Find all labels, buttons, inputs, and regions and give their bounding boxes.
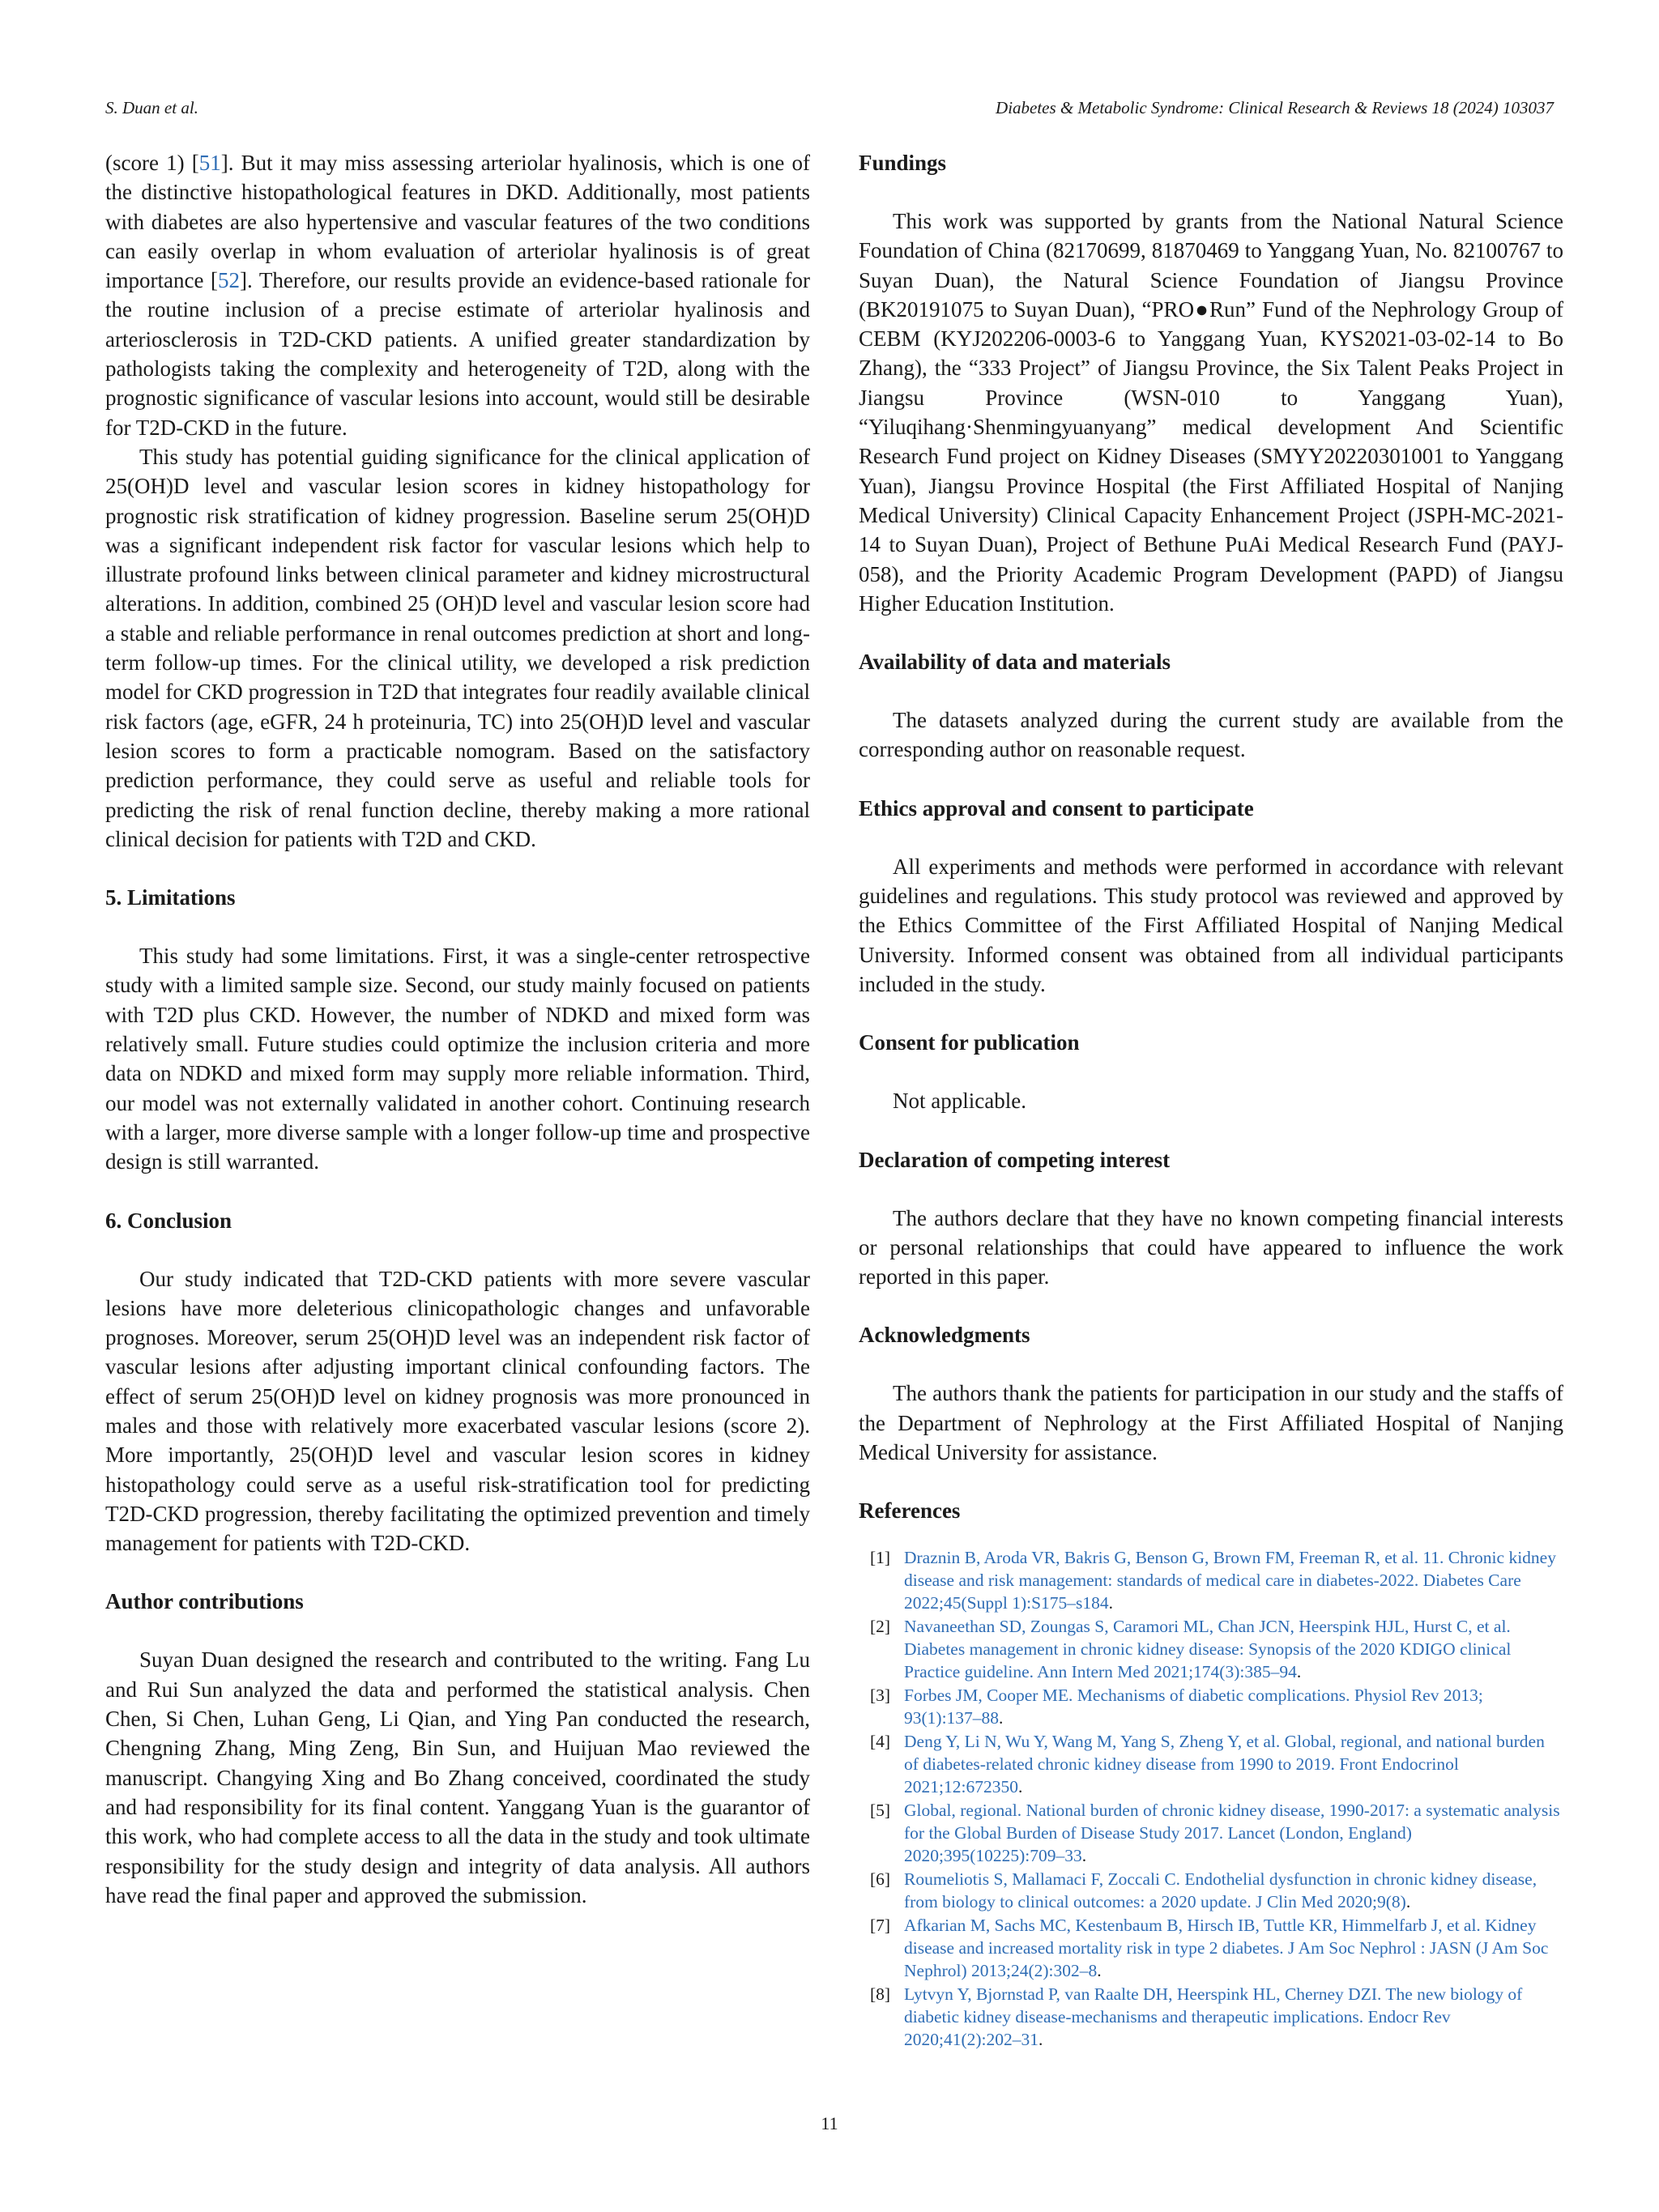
data-availability-paragraph: The datasets analyzed during the current study are available from the corresponding author on reasonable request. xyxy=(859,708,1563,762)
author-contributions-paragraph: Suyan Duan designed the research and contributed to the writing. Fang Lu and Rui Sun analyzed the data and performed the statistical analysis. Chen Chen, Si Chen, Luhan Geng, Li Qian, and Ying Pan conducted the research, Chengning Zhang, Ming Zeng, Bin Sun, and Huijuan Mao reviewed the manuscript. Changying Xing and Bo Zhang conceived, coordinated the study and had responsibility for its final content. Yanggang Yuan is the guarantor of this work, who had complete access to all the data in the study and took ultimate responsibility for the study design and integrity of data analysis. All authors have read the final paper and approved the submission. xyxy=(105,1647,810,1907)
heading-ethics: Ethics approval and consent to participate xyxy=(859,795,1254,820)
limitations-paragraph: This study had some limitations. First, it was a single-center retrospective study with a limited sample size. Second, our study mainly focused on patients with T2D plus CKD. However, the number of NDKD and mixed form was relatively small. Future studies could optimize the inclusion criteria and more data on NDKD and mixed form may supply more reliable information. Third, our model was not externally validated in another cohort. Continuing research with a larger, more diverse sample with a longer follow-up time and prospective design is still warranted. xyxy=(105,944,810,1174)
heading-conclusion: 6. Conclusion xyxy=(105,1208,232,1233)
discussion-paragraph-2: This study has potential guiding significance for the clinical application of 25(OH)D level and vascular lesion scores in kidney histopathology for prognostic risk stratification of kidney progression. Baseline serum 25(OH)D was a significant independent risk factor for vascular lesions which help to illustrate profound links between clinical parameter and kidney microstructural alterations. In addition, combined 25 (OH)D level and vascular lesion score had a stable and reliable performance in renal outcomes prediction at short and long-term follow-up times. For the clinical utility, we developed a risk prediction model for CKD progression in T2D that integrates four readily available clinical risk factors (age, eGFR, 24 h proteinuria, TC) into 25(OH)D level and vascular lesion scores to form a practicable nomogram. Based on the satisfactory prediction performance, they could serve as useful and reliable tools for predicting the risk of renal function decline, thereby making a more rational clinical decision for patients with T2D and CKD. xyxy=(105,444,810,851)
running-header xyxy=(105,98,1554,122)
reference-item: [2] Navaneethan SD, Zoungas S, Caramori ML, Chan JCN, Heerspink HJL, Hurst C, et al. Diabetes management in chronic kidney disease: Synopsis of the 2020 KDIGO clinical Practice guideline. Ann Intern Med 2021;174(3):385–94. xyxy=(870,1617,1512,1682)
reference-list xyxy=(859,1546,1563,2051)
ethics-paragraph: All experiments and methods were performed in accordance with relevant guidelines and regulations. This study protocol was reviewed and approved by the Ethics Committee of the First Affiliated Hospital of Nanjing Medical University. Informed consent was obtained from all individual participants included in the study. xyxy=(859,854,1563,996)
heading-data-availability: Availability of data and materials xyxy=(859,650,1171,675)
heading-limitations: 5. Limitations xyxy=(105,885,236,910)
heading-acknowledgments: Acknowledgments xyxy=(859,1323,1030,1348)
header-journal: Diabetes & Metabolic Syndrome: Clinical Research & Reviews 18 (2024) 103037 xyxy=(996,98,1554,117)
discussion-paragraph-1: (score 1) [51]. But it may miss assessing arteriolar hyalinosis, which is one of the distinctive histopathological features in DKD. Additionally, most patients with diabetes are also hypertensive and vascular features of the two conditions can easily overlap in whom evaluation of arteriolar hyalinosis is of great importance [52]. Therefore, our results provide an evidence-based rationale for the routine inclusion of a precise estimate of arteriolar hyalinosis and arteriosclerosis in T2D-CKD patients. A unified greater standardization by pathologists taking the complexity and heterogeneity of T2D, along with the prognostic significance of vascular lesions into account, would still be desirable for T2D-CKD in the future. xyxy=(105,151,810,440)
fundings-paragraph: This work was supported by grants from the National Natural Science Foundation of China (82170699, 81870469 to Yanggang Yuan, No. 82100767 to Suyan Duan), the Natural Science Foundation of Jiangsu Province (BK20191075 to Suyan Duan), “PRO●Run” Fund of the Nephrology Group of CEBM (KYJ202206-0003-6 to Yanggang Yuan, KYS2021-03-02-14 to Bo Zhang), the “333 Project” of Jiangsu Province, the Six Talent Peaks Project in Jiangsu Province (WSN-010 to Yanggang Yuan), “Yiluqihang·Shenmingyuanyang” medical development And Scientific Research Fund project on Kidney Diseases (SMYY20220301001 to Yanggang Yuan), Jiangsu Province Hospital (the First Affiliated Hospital of Nanjing Medical University) Clinical Capacity Enhancement Project (JSPH-MC-2021-14 to Suyan Duan), Project of Bethune PuAi Medical Research Fund (PAYJ-058), and the Priority Academic Program Development (PAPD) of Jiangsu Higher Education Institution. xyxy=(859,209,1563,616)
reference-link[interactable]: Afkarian M, Sachs MC, Kestenbaum B, Hirsch IB, Tuttle KR, Himmelfarb J, et al. Kidney disease and increased mortality risk in type 2 diabetes. J Am Soc Nephrol : JASN (J Am Soc Nephrol) 2013;24(2):302–8 xyxy=(904,1916,1549,1981)
competing-interest-paragraph: The authors declare that they have no known competing financial interests or personal relationships that could have appeared to influence the work reported in this paper. xyxy=(859,1205,1563,1289)
citation-51[interactable]: 51 xyxy=(198,151,221,175)
reference-item: [8] Lytvyn Y, Bjornstad P, van Raalte DH, Heerspink HL, Cherney DZI. The new biology of diabetic kidney disease-mechanisms and therapeutic implications. Endocr Rev 2020;41(2):202–31. xyxy=(870,1984,1523,2050)
heading-consent: Consent for publication xyxy=(859,1030,1080,1055)
page-number: 11 xyxy=(821,2113,838,2133)
heading-fundings: Fundings xyxy=(859,151,947,175)
citation-52[interactable]: 52 xyxy=(218,268,241,293)
heading-references: References xyxy=(859,1498,961,1524)
consent-paragraph: Not applicable. xyxy=(893,1089,1026,1114)
reference-item: [3] Forbes JM, Cooper ME. Mechanisms of diabetic complications. Physiol Rev 2013; 93(1):137–88. xyxy=(870,1686,1483,1728)
reference-link[interactable]: Lytvyn Y, Bjornstad P, van Raalte DH, Heerspink HL, Cherney DZI. The new biology of diabetic kidney disease-mechanisms and therapeutic implications. Endocr Rev 2020;41(2):202–31 xyxy=(904,1984,1523,2050)
reference-item: [1] Draznin B, Aroda VR, Bakris G, Benson G, Brown FM, Freeman R, et al. 11. Chronic kidney disease and risk management: standards of medical care in diabetes-2022. Diabetes Care 2022;45(Suppl 1):S175–s184. xyxy=(870,1548,1556,1613)
reference-item: [6] Roumeliotis S, Mallamaci F, Zoccali C. Endothelial dysfunction in chronic kidney disease, from biology to clinical outcomes: a 2020 update. J Clin Med 2020;9(8). xyxy=(870,1869,1537,1912)
reference-item: [7] Afkarian M, Sachs MC, Kestenbaum B, Hirsch IB, Tuttle KR, Himmelfarb J, et al. Kidney disease and increased mortality risk in type 2 diabetes. J Am Soc Nephrol : JASN (J Am Soc Nephrol) 2013;24(2):302–8. xyxy=(870,1916,1549,1981)
reference-item: [4] Deng Y, Li N, Wu Y, Wang M, Yang S, Zheng Y, et al. Global, regional, and national burden of diabetes-related chronic kidney disease from 1990 to 2019. Front Endocrinol 2021;12:672350. xyxy=(870,1732,1545,1797)
right-column xyxy=(859,148,1563,2052)
reference-link[interactable]: Forbes JM, Cooper ME. Mechanisms of diabetic complications. Physiol Rev 2013; 93(1):137–88 xyxy=(904,1686,1483,1728)
reference-link[interactable]: Draznin B, Aroda VR, Bakris G, Benson G, Brown FM, Freeman R, et al. 11. Chronic kidney disease and risk management: standards of medical care in diabetes-2022. Diabetes Care 2022;45(Suppl 1):S175–s184 xyxy=(904,1548,1556,1613)
reference-link[interactable]: Global, regional. National burden of chronic kidney disease, 1990-2017: a systematic analysis for the Global Burden of Disease Study 2017. Lancet (London, England) 2020;395(10225):709–33 xyxy=(904,1801,1560,1866)
conclusion-paragraph: Our study indicated that T2D-CKD patients with more severe vascular lesions have more deleterious clinicopathologic changes and unfavorable prognoses. Moreover, serum 25(OH)D level was an independent risk factor of vascular lesions after adjusting important clinical confounding factors. The effect of serum 25(OH)D level on kidney prognosis was more pronounced in males and those with relatively more exacerbated vascular lesions (score 2). More importantly, 25(OH)D level and vascular lesion scores in kidney histopathology could serve as a useful risk-stratification tool for predicting T2D-CKD progression, thereby facilitating the optimized prevention and timely management for patients with T2D-CKD. xyxy=(105,1266,810,1556)
left-column xyxy=(105,148,810,1910)
reference-item: [5] Global, regional. National burden of chronic kidney disease, 1990-2017: a systematic analysis for the Global Burden of Disease Study 2017. Lancet (London, England) 2020;395(10225):709–33. xyxy=(870,1801,1560,1866)
reference-link[interactable]: Deng Y, Li N, Wu Y, Wang M, Yang S, Zheng Y, et al. Global, regional, and national burden of diabetes-related chronic kidney disease from 1990 to 2019. Front Endocrinol 2021;12:672350 xyxy=(904,1732,1545,1797)
acknowledgments-paragraph: The authors thank the patients for participation in our study and the staffs of the Department of Nephrology at the First Affiliated Hospital of Nanjing Medical University for assistance. xyxy=(859,1381,1563,1465)
reference-link[interactable]: Navaneethan SD, Zoungas S, Caramori ML, Chan JCN, Heerspink HJL, Hurst C, et al. Diabetes management in chronic kidney disease: Synopsis of the 2020 KDIGO clinical Practice guideline. Ann Intern Med 2021;174(3):385–94 xyxy=(904,1617,1512,1682)
heading-competing-interest: Declaration of competing interest xyxy=(859,1147,1171,1172)
reference-link[interactable]: Roumeliotis S, Mallamaci F, Zoccali C. Endothelial dysfunction in chronic kidney disease, from biology to clinical outcomes: a 2020 update. J Clin Med 2020;9(8) xyxy=(904,1869,1537,1912)
header-authors: S. Duan et al. xyxy=(105,98,198,117)
heading-author-contributions: Author contributions xyxy=(105,1589,304,1614)
